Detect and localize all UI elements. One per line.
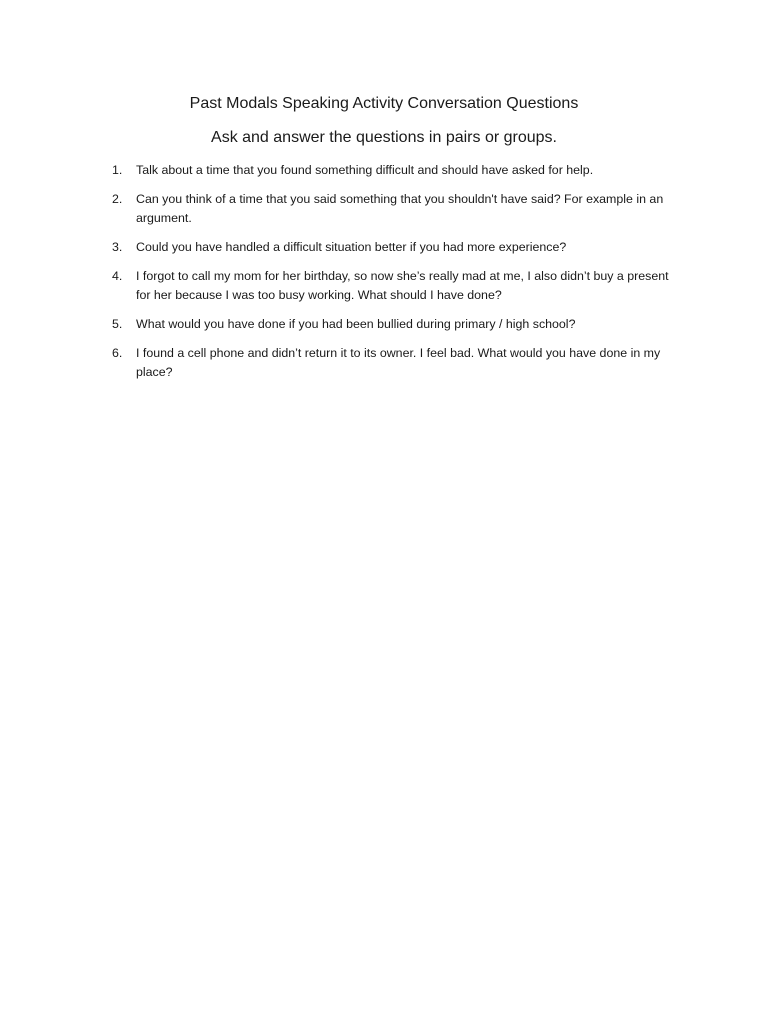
list-item: [112, 238, 682, 257]
page-title: Past Modals Speaking Activity Conversation Questions: [189, 95, 579, 112]
question-text: Talk about a time that you found something difficult and should have asked for help.: [136, 163, 594, 177]
question-text: I forgot to call my mom for her birthday, so now she’s really mad at me, I also didn’t buy a present for her because I was too busy working. What should I have done?: [136, 269, 669, 302]
question-text: Can you think of a time that you said something that you shouldn't have said? For example in an argument.: [136, 192, 664, 225]
question-list: [112, 161, 682, 392]
list-item: [112, 161, 682, 180]
question-text: Could you have handled a difficult situation better if you had more experience?: [136, 240, 567, 254]
list-item: [112, 190, 682, 228]
question-text: What would you have done if you had been bullied during primary / high school?: [136, 317, 576, 331]
question-number: 1.: [112, 163, 123, 177]
question-number: 4.: [112, 269, 123, 283]
question-number: 6.: [112, 346, 123, 360]
page-subtitle: Ask and answer the questions in pairs or groups.: [211, 129, 557, 146]
list-item: [112, 315, 682, 334]
list-item: [112, 344, 682, 382]
question-number: 5.: [112, 317, 123, 331]
question-number: 2.: [112, 192, 123, 206]
question-number: 3.: [112, 240, 123, 254]
question-text: I found a cell phone and didn’t return it to its owner. I feel bad. What would you have done in my place?: [136, 346, 661, 379]
list-item: [112, 267, 682, 305]
